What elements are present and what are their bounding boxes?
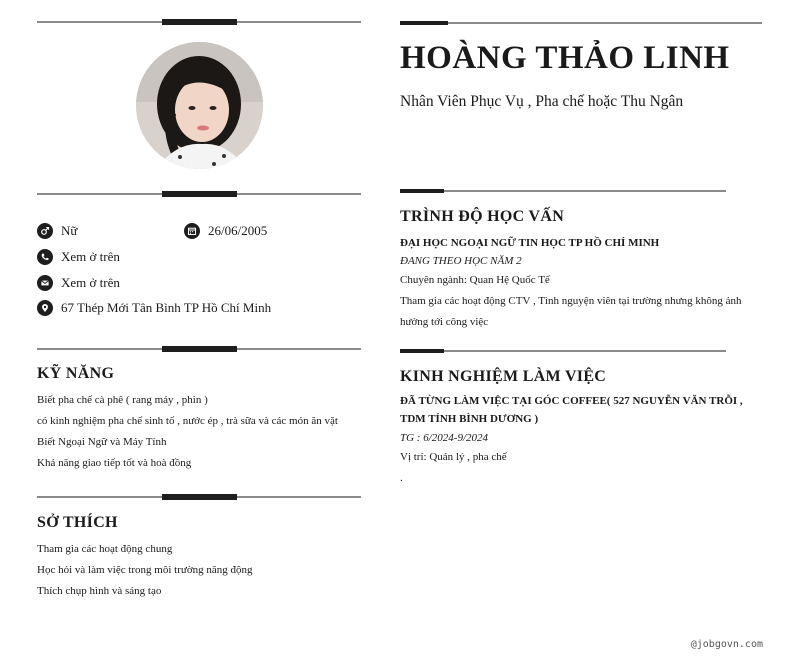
email-text: Xem ở trên (61, 275, 120, 290)
skills-title: KỸ NĂNG (37, 365, 115, 382)
email-icon (37, 275, 53, 291)
birthday-text: 26/06/2005 (208, 223, 268, 238)
person-photo-icon (136, 42, 263, 169)
study-status: ĐANG THEO HỌC NĂM 2 (400, 255, 522, 267)
school-name: ĐẠI HỌC NGOẠI NGỮ TIN HỌC TP HỒ CHÍ MINH (400, 237, 660, 249)
contact-birthday (184, 223, 267, 239)
major: Chuyên ngành: Quan Hệ Quốc Tế (400, 274, 550, 286)
address-text: 67 Thép Mới Tân Bình TP Hồ Chí Minh (61, 300, 272, 315)
divider-education (400, 190, 726, 192)
company-line-2: TDM TỈNH BÌNH DƯƠNG ) (400, 413, 539, 425)
experience-title: KINH NGHIỆM LÀM VIỆC (400, 368, 607, 385)
skill-item: Biết pha chế cà phê ( rang máy , phin ) (37, 394, 208, 406)
contact-address (37, 300, 271, 316)
activity-line-2: hưởng tới công việc (400, 316, 489, 328)
activity-line-1: Tham gia các hoạt động CTV , Tình nguyện viên tại trường nhưng không ảnh (400, 295, 742, 307)
divider-top-left (37, 21, 361, 23)
job-title: Nhân Viên Phục Vụ , Pha chế hoặc Thu Ngân (400, 93, 684, 110)
divider-experience (400, 350, 726, 352)
divider-contact (37, 193, 361, 195)
watermark: @jobgovn.com (690, 639, 763, 650)
gender-icon (37, 223, 53, 239)
hobby-item: Thích chụp hình và sáng tạo (37, 585, 162, 597)
calendar-icon (184, 223, 200, 239)
contact-email (37, 275, 120, 291)
contact-phone (37, 249, 120, 265)
divider-skills (37, 348, 361, 350)
work-period: TG : 6/2024-9/2024 (400, 432, 488, 444)
full-name: HOÀNG THẢO LINH (400, 40, 730, 76)
company-line-1: ĐÃ TỪNG LÀM VIỆC TẠI GÓC COFFEE( 527 NGUYỄN VĂN TRỖI , (400, 395, 743, 407)
skill-item: Khả năng giao tiếp tốt và hoà đồng (37, 457, 192, 469)
gender-text: Nữ (61, 223, 78, 238)
hobby-item: Tham gia các hoạt động chung (37, 543, 173, 555)
phone-text: Xem ở trên (61, 249, 120, 264)
hobbies-title: SỞ THÍCH (37, 514, 118, 531)
contact-gender (37, 223, 77, 239)
education-title: TRÌNH ĐỘ HỌC VẤN (400, 208, 565, 225)
location-pin-icon (37, 300, 53, 316)
experience-note: . (400, 472, 403, 484)
divider-hobbies (37, 496, 361, 498)
skill-item: Biết Ngoại Ngữ và Máy Tính (37, 436, 167, 448)
phone-icon (37, 249, 53, 265)
work-position: Vị trí: Quản lý , pha chế (400, 451, 507, 463)
profile-photo (136, 42, 263, 169)
hobby-item: Học hỏi và làm việc trong môi trường năng động (37, 564, 253, 576)
divider-top-right (400, 22, 762, 24)
skill-item: có kinh nghiệm pha chế sinh tố , nước ép , trà sữa và các món ăn vặt (37, 415, 338, 427)
